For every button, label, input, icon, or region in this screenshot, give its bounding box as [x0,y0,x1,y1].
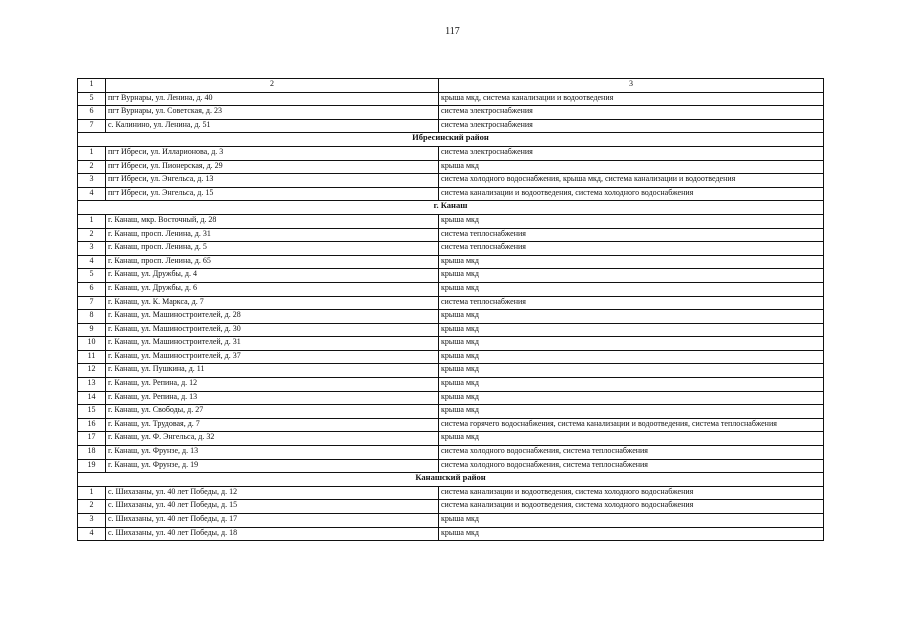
district-heading: Ибресинский район [78,133,824,147]
row-number-cell: 5 [78,269,106,283]
table-row [78,514,824,528]
repair-systems-cell: система электроснабжения [439,106,824,120]
row-number-cell: 2 [78,228,106,242]
row-number-cell: 4 [78,187,106,201]
repair-systems-cell: крыша мкд [439,514,824,528]
row-number-cell: 6 [78,106,106,120]
address-cell: г. Канаш, ул. Пушкина, д. 11 [106,364,439,378]
address-cell: с. Шихазаны, ул. 40 лет Победы, д. 15 [106,500,439,514]
row-number-cell: 1 [78,486,106,500]
address-cell: с. Шихазаны, ул. 40 лет Победы, д. 12 [106,486,439,500]
row-number-cell: 1 [78,214,106,228]
row-number-cell: 13 [78,378,106,392]
row-number-cell: 4 [78,527,106,541]
address-cell: г. Канаш, ул. Дружбы, д. 4 [106,269,439,283]
repair-systems-cell: крыша мкд [439,364,824,378]
repair-systems-cell: система теплоснабжения [439,296,824,310]
repair-systems-cell: система холодного водоснабжения, система теплоснабжения [439,446,824,460]
row-number-cell: 7 [78,296,106,310]
address-cell: г. Канаш, ул. Репина, д. 13 [106,391,439,405]
repair-systems-cell: крыша мкд [439,255,824,269]
row-number-cell: 8 [78,310,106,324]
address-cell: пгт Ибреси, ул. Илларионова, д. 3 [106,146,439,160]
row-number-cell: 12 [78,364,106,378]
district-heading-row [78,473,824,487]
district-heading: г. Канаш [78,201,824,215]
address-cell: г. Канаш, ул. Фрунзе, д. 19 [106,459,439,473]
address-cell: г. Канаш, ул. Свободы, д. 27 [106,405,439,419]
repair-systems-cell: крыша мкд [439,214,824,228]
table-row [78,405,824,419]
repair-systems-cell: система канализации и водоотведения, система холодного водоснабжения [439,500,824,514]
district-heading: Канашский район [78,473,824,487]
row-number-cell: 15 [78,405,106,419]
row-number-cell: 2 [78,160,106,174]
address-cell: г. Канаш, ул. К. Маркса, д. 7 [106,296,439,310]
address-cell: пгт Вурнары, ул. Ленина, д. 40 [106,92,439,106]
table-row [78,500,824,514]
repair-systems-cell: система холодного водоснабжения, система теплоснабжения [439,459,824,473]
table-row [78,446,824,460]
row-number-cell: 7 [78,119,106,133]
table-row [78,255,824,269]
address-cell: г. Канаш, ул. Трудовая, д. 7 [106,418,439,432]
table-body [78,79,824,541]
table-row [78,269,824,283]
row-number-cell: 5 [78,92,106,106]
row-number-cell: 17 [78,432,106,446]
row-number-cell: 3 [78,174,106,188]
address-cell: г. Канаш, просп. Ленина, д. 65 [106,255,439,269]
table-row [78,418,824,432]
row-number-cell: 2 [78,500,106,514]
address-cell: г. Канаш, просп. Ленина, д. 5 [106,242,439,256]
address-cell: пгт Ибреси, ул. Пионерская, д. 29 [106,160,439,174]
column-number-row [78,79,824,93]
address-cell: г. Канаш, ул. Дружбы, д. 6 [106,282,439,296]
address-cell: г. Канаш, ул. Машиностроителей, д. 31 [106,337,439,351]
table-row [78,459,824,473]
table-row [78,106,824,120]
page-number: 117 [445,26,460,37]
table-row [78,242,824,256]
address-cell: пгт Ибреси, ул. Энгельса, д. 15 [106,187,439,201]
table-row [78,378,824,392]
row-number-cell: 3 [78,514,106,528]
address-cell: пгт Вурнары, ул. Советская, д. 23 [106,106,439,120]
table-row [78,296,824,310]
repair-systems-cell: крыша мкд [439,391,824,405]
repair-systems-cell: крыша мкд [439,405,824,419]
row-number-cell: 4 [78,255,106,269]
address-cell: с. Шихазаны, ул. 40 лет Победы, д. 18 [106,527,439,541]
row-number-cell: 18 [78,446,106,460]
table-row [78,119,824,133]
repair-systems-cell: система холодного водоснабжения, крыша мкд, система канализации и водоотведения [439,174,824,188]
repair-systems-cell: крыша мкд [439,337,824,351]
repair-systems-cell: крыша мкд [439,527,824,541]
address-cell: г. Канаш, просп. Ленина, д. 31 [106,228,439,242]
address-cell: г. Канаш, ул. Машиностроителей, д. 28 [106,310,439,324]
repair-systems-cell: крыша мкд [439,310,824,324]
table-row [78,228,824,242]
repair-systems-cell: система электроснабжения [439,119,824,133]
table-row [78,160,824,174]
repair-systems-cell: крыша мкд, система канализации и водоотведения [439,92,824,106]
repair-systems-cell: крыша мкд [439,378,824,392]
column-number-2: 2 [106,79,439,93]
table-row [78,187,824,201]
table-row [78,350,824,364]
table-row [78,391,824,405]
repair-systems-cell: крыша мкд [439,323,824,337]
table-row [78,282,824,296]
row-number-cell: 6 [78,282,106,296]
repair-systems-cell: система теплоснабжения [439,242,824,256]
address-cell: г. Канаш, ул. Машиностроителей, д. 37 [106,350,439,364]
address-cell: с. Шихазаны, ул. 40 лет Победы, д. 17 [106,514,439,528]
address-cell: г. Канаш, ул. Репина, д. 12 [106,378,439,392]
repair-systems-cell: крыша мкд [439,160,824,174]
address-cell: пгт Ибреси, ул. Энгельса, д. 13 [106,174,439,188]
row-number-cell: 16 [78,418,106,432]
table-row [78,92,824,106]
address-cell: г. Канаш, ул. Фрунзе, д. 13 [106,446,439,460]
table-row [78,146,824,160]
repair-systems-cell: крыша мкд [439,269,824,283]
address-cell: с. Калинино, ул. Ленина, д. 51 [106,119,439,133]
table-row [78,432,824,446]
repair-systems-cell: система канализации и водоотведения, система холодного водоснабжения [439,486,824,500]
row-number-cell: 9 [78,323,106,337]
address-cell: г. Канаш, ул. Ф. Энгельса, д. 32 [106,432,439,446]
row-number-cell: 1 [78,146,106,160]
address-cell: г. Канаш, мкр. Восточный, д. 28 [106,214,439,228]
repair-systems-cell: система электроснабжения [439,146,824,160]
column-number-1: 1 [78,79,106,93]
table-row [78,337,824,351]
district-heading-row [78,201,824,215]
row-number-cell: 10 [78,337,106,351]
row-number-cell: 19 [78,459,106,473]
table-row [78,527,824,541]
address-cell: г. Канаш, ул. Машиностроителей, д. 30 [106,323,439,337]
table-row [78,174,824,188]
housing-register-table [77,78,824,541]
repair-systems-cell: крыша мкд [439,350,824,364]
district-heading-row [78,133,824,147]
table-row [78,364,824,378]
column-number-3: 3 [439,79,824,93]
repair-systems-cell: система горячего водоснабжения, система канализации и водоотведения, система теплоснабжения [439,418,824,432]
table-row [78,310,824,324]
row-number-cell: 14 [78,391,106,405]
repair-systems-cell: система теплоснабжения [439,228,824,242]
table-row [78,214,824,228]
table-row [78,323,824,337]
row-number-cell: 3 [78,242,106,256]
repair-systems-cell: крыша мкд [439,282,824,296]
repair-systems-cell: крыша мкд [439,432,824,446]
table-row [78,486,824,500]
repair-systems-cell: система канализации и водоотведения, система холодного водоснабжения [439,187,824,201]
row-number-cell: 11 [78,350,106,364]
